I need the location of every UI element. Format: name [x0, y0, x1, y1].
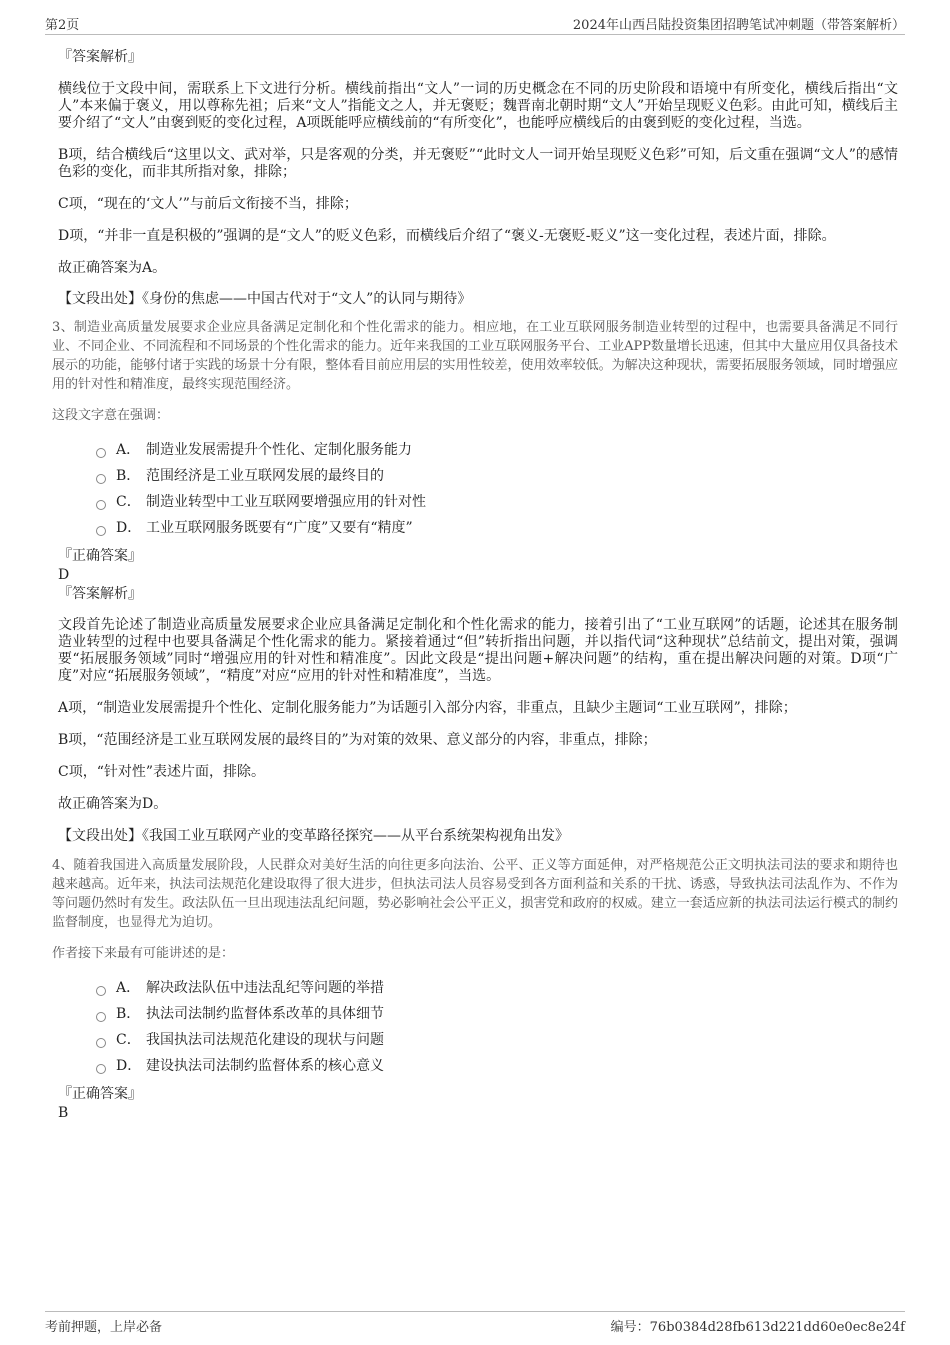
analysis-option-a: A项，“制造业发展需提升个性化、定制化服务能力”为话题引入部分内容，非重点，且缺少主题词“工业互联网”，排除； [58, 700, 797, 716]
question-4-option-a[interactable]: A． 解决政法队伍中违法乱纪等问题的举措 [96, 975, 898, 1001]
analysis-option-c: C项，“现在的‘文人’”与前后文衔接不当，排除； [58, 196, 358, 212]
document-body [52, 46, 898, 1123]
analysis-option-b: B项，“范围经济是工业互联网发展的最终目的”为对策的效果、意义部分的内容，非重点，排除； [58, 732, 657, 748]
question-4-option-d[interactable]: D． 建设执法司法制约监督体系的核心意义 [96, 1053, 898, 1079]
analysis-option-d: D项，“并非一直是积极的”强调的是“文人”的贬义色彩，而横线后介绍了“褒义-无褒贬-贬义”这一变化过程，表述片面，排除。 [58, 228, 836, 244]
question-3-option-d[interactable]: D． 工业互联网服务既要有“广度”又要有“精度” [96, 515, 898, 541]
passage-source: 【文段出处】《身份的焦虑——中国古代对于“文人”的认同与期待》 [58, 291, 472, 307]
page-header [45, 14, 905, 35]
question-3-option-c[interactable]: C． 制造业转型中工业互联网要增强应用的针对性 [96, 489, 898, 515]
analysis-conclusion: 故正确答案为A。 [58, 260, 167, 276]
radio-icon[interactable] [96, 1012, 106, 1022]
question-4-option-b[interactable]: B． 执法司法制约监督体系改革的具体细节 [96, 1001, 898, 1027]
question-4-options [96, 975, 898, 1079]
question-3-option-a[interactable]: A． 制造业发展需提升个性化、定制化服务能力 [96, 437, 898, 463]
footer-slogan: 考前押题，上岸必备 [45, 1320, 163, 1335]
document-title: 2024年山西吕陆投资集团招聘笔试冲刺题（带答案解析） [572, 18, 905, 33]
document-id: 编号：76b0384d28fb613d221dd60e0ec8e24f [610, 1320, 905, 1335]
page-number: 第2页 [45, 18, 80, 33]
radio-icon[interactable] [96, 448, 106, 458]
radio-icon[interactable] [96, 1038, 106, 1048]
correct-answer: D [58, 567, 70, 583]
question-4-text: 4、随着我国进入高质量发展阶段，人民群众对美好生活的向往更多向法治、公平、正义等方面延伸，对严格规范公正文明执法司法的要求和期待也越来越高。近年来，执法司法规范化建设取得了很大进步，但执法司法人员容易受到各方面利益和关系的干扰、诱惑，导致执法司法乱作为、不作为等问题仍然时有发生。政法队伍一旦出现违法乱纪问题，势必影响社会公平正义，损害党和政府的权威。建立一套适应新的执法司法运行模式的制约监督制度，也显得尤为迫切。 [52, 858, 898, 930]
analysis-option-c: C项，“针对性”表述片面，排除。 [58, 764, 266, 780]
radio-icon[interactable] [96, 1064, 106, 1074]
question-3-text: 3、制造业高质量发展要求企业应具备满足定制化和个性化需求的能力。相应地，在工业互联网服务制造业转型的过程中，也需要具备满足不同行业、不同企业、不同流程和不同场景的个性化需求的能力。近年来我国的工业互联网服务平台、工业APP数量增长迅速，但其中大量应用仅具备技术展示的功能，能够付诸于实践的场景十分有限，整体看目前应用层的实用性较差，使用效率较低。为解决这种现状，需要拓展服务领域，同时增强应用的针对性和精准度，最终实现范围经济。 [52, 320, 898, 392]
question-3-options [96, 437, 898, 541]
analysis-option-b: B项，结合横线后“这里以文、武对举，只是客观的分类，并无褒贬”“此时文人一词开始呈现贬义色彩”可知，后文重在强调“文人”的感情色彩的变化，而非其所指对象，排除； [58, 147, 898, 180]
question-4-option-c[interactable]: C． 我国执法司法规范化建设的现状与问题 [96, 1027, 898, 1053]
question-3-option-b[interactable]: B． 范围经济是工业互联网发展的最终目的 [96, 463, 898, 489]
page-footer [45, 1311, 905, 1334]
question-4-stem: 作者接下来最有可能讲述的是： [52, 946, 235, 961]
correct-answer-label: 『正确答案』 [58, 1086, 142, 1102]
radio-icon[interactable] [96, 474, 106, 484]
analysis-conclusion: 故正确答案为D。 [58, 796, 168, 812]
radio-icon[interactable] [96, 986, 106, 996]
correct-answer: B [58, 1105, 69, 1121]
answer-analysis-label: 『答案解析』 [58, 586, 142, 602]
passage-source: 【文段出处】《我国工业互联网产业的变革路径探究——从平台系统架构视角出发》 [58, 828, 569, 844]
radio-icon[interactable] [96, 526, 106, 536]
question-3-stem: 这段文字意在强调： [52, 408, 170, 423]
answer-analysis-label: 『答案解析』 [58, 49, 142, 65]
analysis-paragraph: 横线位于文段中间，需联系上下文进行分析。横线前指出“文人”一词的历史概念在不同的历史阶段和语境中有所变化，横线后指出“文人”本来偏于褒义，用以尊称先祖；后来“文人”指能文之人，并无褒贬；魏晋南北朝时期“文人”开始呈现贬义色彩。由此可知，横线后主要介绍了“文人”由褒到贬的变化过程，A项既能呼应横线前的“有所变化”，也能呼应横线后的由褒到贬的变化过程，当选。 [58, 81, 898, 131]
correct-answer-label: 『正确答案』 [58, 548, 142, 564]
radio-icon[interactable] [96, 500, 106, 510]
analysis-paragraph: 文段首先论述了制造业高质量发展要求企业应具备满足定制化和个性化需求的能力，接着引出了“工业互联网”的话题，论述其在服务制造业转型的过程中也要具备满足个性化需求的能力。紧接着通过“但”转折指出问题，并以指代词“这种现状”总结前文，提出对策，强调要“拓展服务领域”同时“增强应用的针对性和精准度”。因此文段是“提出问题+解决问题”的结构，重在提出解决问题的对策。D项“广度”对应“拓展服务领域”，“精度”对应“应用的针对性和精准度”，当选。 [58, 617, 898, 684]
